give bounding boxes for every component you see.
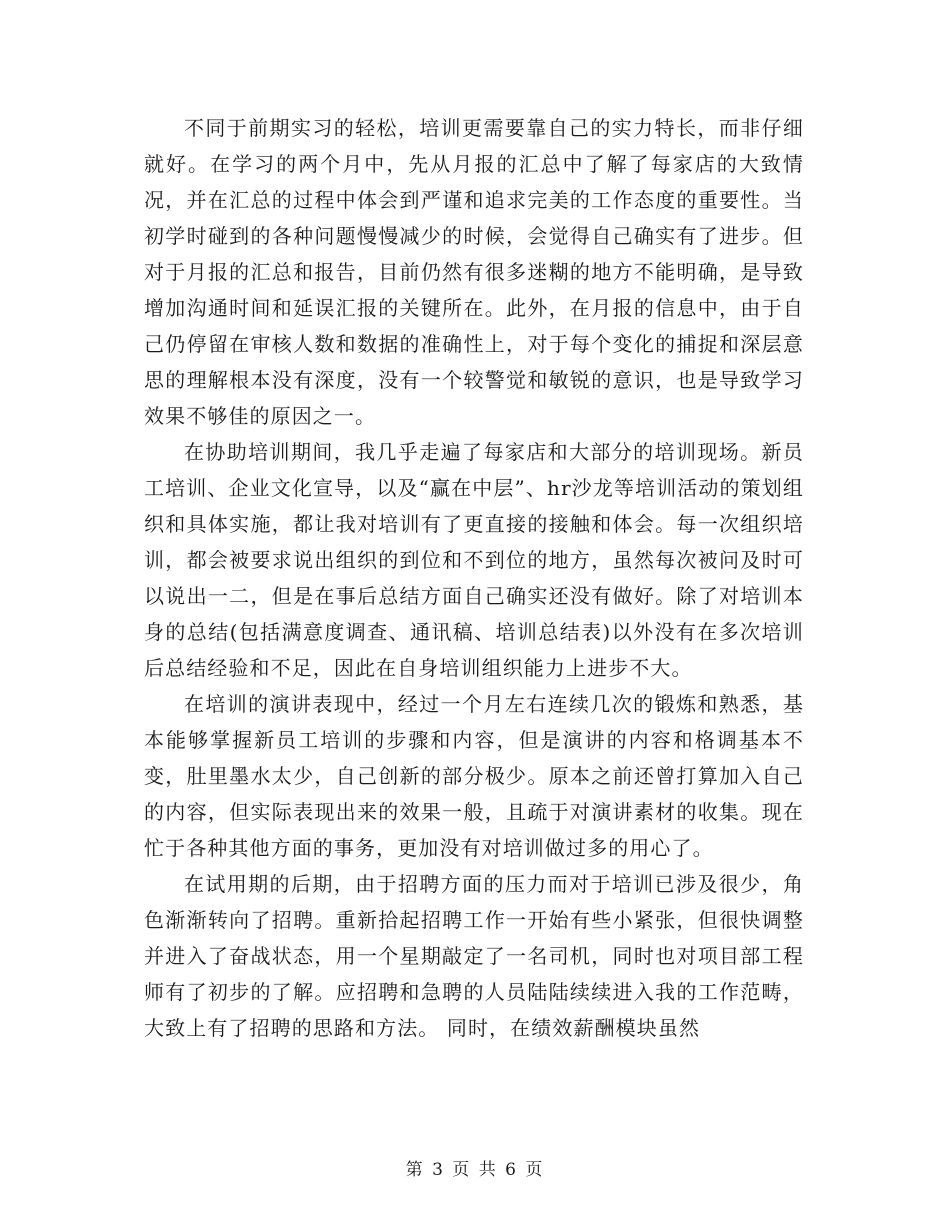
paragraph-1: 不同于前期实习的轻松，培训更需要靠自己的实力特长，而非仔细就好。在学习的两个月中，先从月报的汇总中了解了每家店的大致情况，并在汇总的过程中体会到严谨和追求完美的工作态度的重要性。当初学时碰到的各种问题慢慢减少的时候，会觉得自己确实有了进步。但对于月报的汇总和报告，目前仍然有很多迷糊的地方不能明确，是导致增加沟通时间和延误汇报的关键所在。此外，在月报的信息中，由于自己仍停留在审核人数和数据的准确性上，对于每个变化的捕捉和深层意思的理解根本没有深度，没有一个较警觉和敏锐的意识，也是导致学习效果不够佳的原因之一。 [144,116,804,428]
paragraph-2: 在协助培训期间，我几乎走遍了每家店和大部分的培训现场。新员工培训、企业文化宣导，以及“赢在中层”、hr沙龙等培训活动的策划组织和具体实施，都让我对培训有了更直接的接触和体会。每一次组织培训，都会被要求说出组织的到位和不到位的地方，虽然每次被问及时可以说出一二，但是在事后总结方面自己确实还没有做好。除了对培训本身的总结(包括满意度调查、通讯稿、培训总结表)以外没有在多次培训后总结经验和不足，因此在自身培训组织能力上进步不大。 [144,440,804,680]
paragraph-3: 在培训的演讲表现中，经过一个月左右连续几次的锻炼和熟悉，基本能够掌握新员工培训的步骤和内容，但是演讲的内容和格调基本不变，肚里墨水太少，自己创新的部分极少。原本之前还曾打算加入自己的内容，但实际表现出来的效果一般，且疏于对演讲素材的收集。现在忙于各种其他方面的事务，更加没有对培训做过多的用心了。 [144,692,804,860]
document-body [144,110,804,1046]
paragraph-4: 在试用期的后期，由于招聘方面的压力而对于培训已涉及很少，角色渐渐转向了招聘。重新拾起招聘工作一开始有些小紧张，但很快调整并进入了奋战状态，用一个星期敲定了一名司机，同时也对项目部工程师有了初步的了解。应招聘和急聘的人员陆陆续续进入我的工作范畴，大致上有了招聘的思路和方法。 同时，在绩效薪酬模块虽然 [144,872,804,1040]
page-number-footer: 第 3 页 共 6 页 [405,1160,545,1180]
